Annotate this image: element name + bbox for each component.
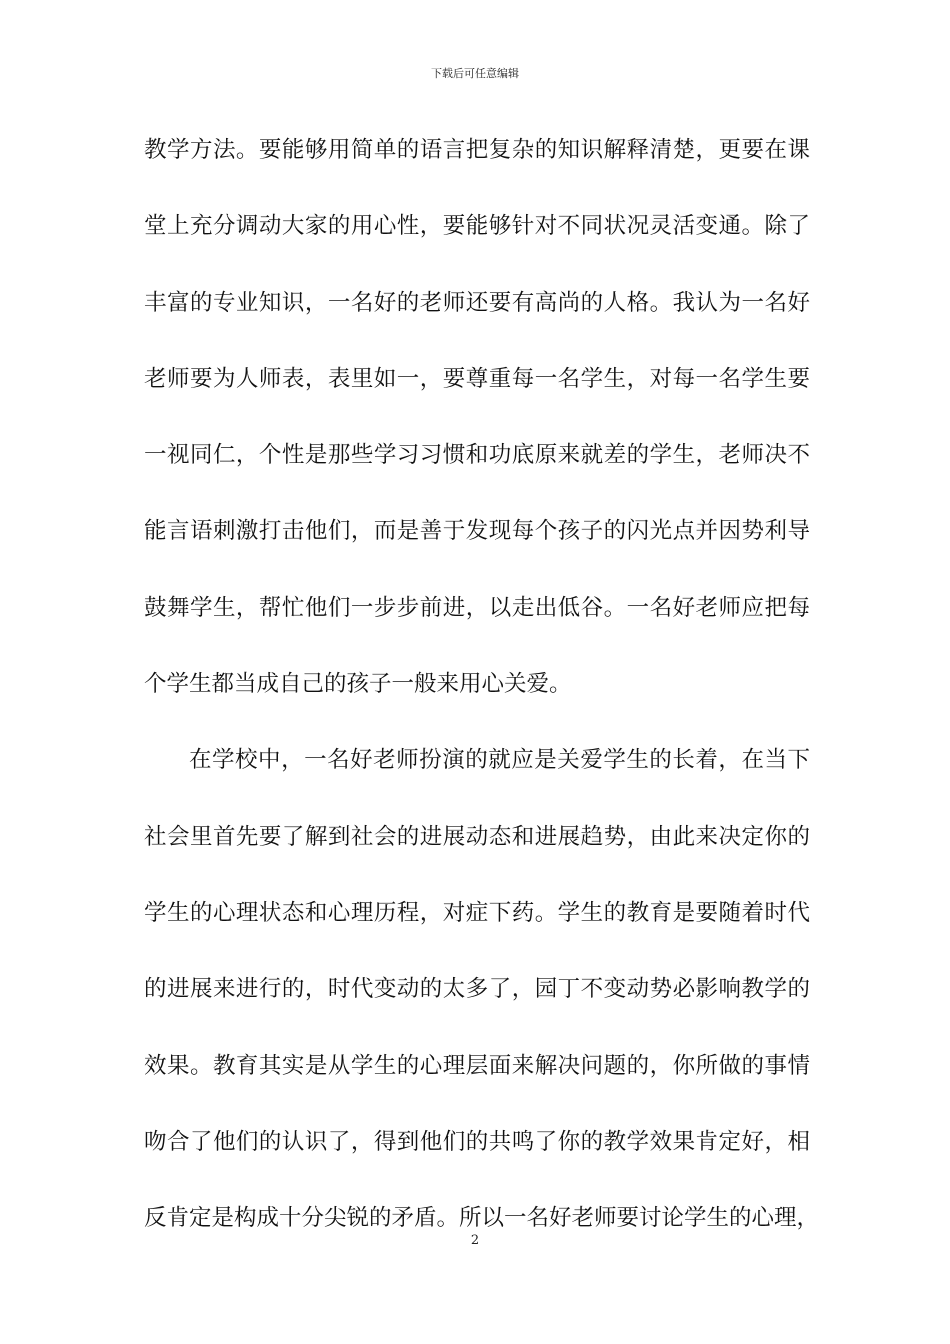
- text-line: 教学方法。要能够用简单的语言把复杂的知识解释清楚，更要在课: [144, 137, 810, 163]
- text-line: 效果。教育其实是从学生的心理层面来解决问题的，你所做的事情: [144, 1052, 810, 1079]
- page-header: 下载后可任意编辑: [431, 67, 519, 80]
- text-line: 堂上充分调动大家的用心性，要能够针对不同状况灵活变通。除了: [144, 213, 810, 240]
- text-line: 一视同仁，个性是那些学习习惯和功底原来就差的学生，老师决不: [144, 442, 810, 469]
- text-line: 的进展来进行的，时代变动的太多了，园丁不变动势必影响教学的: [144, 976, 810, 1003]
- text-line: 老师要为人师表，表里如一，要尊重每一名学生，对每一名学生要: [144, 365, 810, 392]
- paragraph: [144, 739, 820, 1273]
- text-line: 社会里首先要了解到社会的进展动态和进展趋势，由此来决定你的: [144, 823, 810, 850]
- text-line: 在学校中，一名好老师扮演的就应是关爱学生的长着，在当下: [189, 747, 810, 774]
- text-line: 丰富的专业知识，一名好的老师还要有高尚的人格。我认为一名好: [144, 289, 810, 316]
- paragraph: [144, 129, 810, 739]
- text-line: 反肯定是构成十分尖锐的矛盾。所以一名好老师要讨论学生的心理，: [144, 1205, 820, 1232]
- text-line: 吻合了他们的认识了，得到他们的共鸣了你的教学效果肯定好，相: [144, 1128, 810, 1155]
- page-number: 2: [470, 1233, 480, 1248]
- text-line: 学生的心理状态和心理历程，对症下药。学生的教育是要随着时代: [144, 899, 810, 926]
- text-line: 鼓舞学生，帮忙他们一步步前进，以走出低谷。一名好老师应把每: [144, 594, 810, 621]
- text-line: 个学生都当成自己的孩子一般来用心关爱。: [144, 671, 572, 698]
- document-body: [144, 129, 820, 1273]
- text-line: 能言语刺激打击他们，而是善于发现每个孩子的闪光点并因势利导: [144, 518, 810, 545]
